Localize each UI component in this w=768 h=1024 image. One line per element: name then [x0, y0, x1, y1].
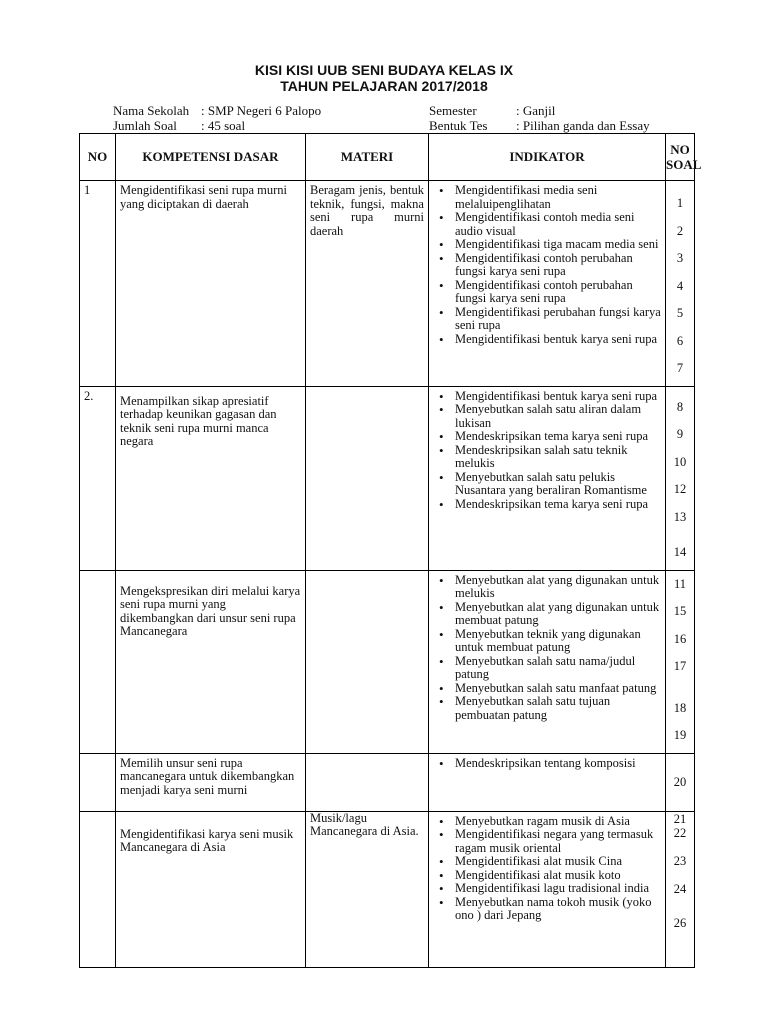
indikator-item: • Menyebutkan salah satu tujuan pembuatan patung	[455, 695, 661, 722]
header-no: NO	[80, 134, 116, 181]
jumlah-soal-value: : 45 soal	[201, 118, 246, 133]
soal-number: 10	[673, 454, 687, 469]
soal-number: 22	[673, 825, 687, 840]
soal-number: 14	[673, 545, 687, 559]
row-no	[80, 570, 116, 753]
header-no-soal-line2: SOAL	[666, 157, 702, 172]
semester-label: Semester	[429, 103, 477, 118]
soal-number: 12	[673, 482, 687, 496]
row-materi	[306, 570, 429, 753]
row-no-soal	[666, 181, 695, 387]
table-row	[80, 181, 695, 387]
row-no-soal	[666, 753, 695, 811]
row-no: 1	[80, 181, 116, 387]
row-materi	[306, 386, 429, 570]
document-title: KISI KISI UUB SENI BUDAYA KELAS IX	[254, 62, 514, 78]
soal-number: 17	[673, 659, 687, 673]
table-row	[80, 386, 695, 570]
document-subtitle: TAHUN PELAJARAN 2017/2018	[280, 78, 488, 94]
indikator-item: • Menyebutkan salah satu manfaat patung	[455, 682, 661, 696]
row-no	[80, 811, 116, 967]
row-indikator	[429, 386, 666, 570]
indikator-item: • Menyebutkan salah satu aliran dalam lukisan	[455, 403, 661, 430]
indikator-item: • Mengidentifikasi media seni melaluipenglihatan	[455, 184, 661, 211]
header-kompetensi-dasar: KOMPETENSI DASAR	[116, 134, 306, 181]
indikator-item: • Mengidentifikasi bentuk karya seni rupa	[455, 333, 661, 347]
header-no-soal-line1: NO	[670, 142, 690, 157]
indikator-item: • Mengidentifikasi contoh perubahan fungsi karya seni rupa	[455, 252, 661, 279]
soal-number: 20	[673, 774, 687, 789]
soal-number: 21	[673, 811, 687, 826]
indikator-item: • Mengidentifikasi contoh perubahan fungsi karya seni rupa	[455, 279, 661, 306]
table-row	[80, 811, 695, 967]
soal-number: 18	[673, 700, 687, 715]
table-row	[80, 570, 695, 753]
indikator-item: • Menyebutkan salah satu pelukis Nusantara yang beraliran Romantisme	[455, 471, 661, 498]
indikator-item: • Mengidentifikasi contoh media seni audio visual	[455, 211, 661, 238]
row-materi	[306, 753, 429, 811]
semester-value: : Ganjil	[516, 103, 556, 118]
soal-number: 6	[676, 333, 684, 348]
soal-number: 19	[673, 728, 687, 742]
bentuk-tes-value: : Pilihan ganda dan Essay	[516, 118, 650, 133]
soal-number: 7	[676, 361, 684, 375]
indikator-item: • Mengidentifikasi lagu tradisional india	[455, 882, 661, 896]
indikator-item: • Menyebutkan alat yang digunakan untuk melukis	[455, 574, 661, 601]
jumlah-soal-label: Jumlah Soal	[113, 118, 177, 133]
indikator-item: • Menyebutkan ragam musik di Asia	[455, 815, 661, 829]
nama-sekolah-label: Nama Sekolah	[113, 103, 190, 118]
indikator-item: • Mengidentifikasi bentuk karya seni rupa	[455, 390, 661, 404]
indikator-item: • Mendeskripsikan tema karya seni rupa	[455, 498, 661, 512]
indikator-item: • Menyebutkan salah satu nama/judul patung	[455, 655, 661, 682]
row-no	[80, 753, 116, 811]
indikator-item: • Mendeskripsikan tema karya seni rupa	[455, 430, 661, 444]
soal-number: 9	[676, 427, 684, 441]
soal-number: 8	[676, 399, 684, 414]
indikator-item: • Mengidentifikasi perubahan fungsi karya seni rupa	[455, 306, 661, 333]
table-header-row	[80, 134, 695, 181]
row-indikator	[429, 811, 666, 967]
row-kompetensi-dasar: Mengidentifikasi seni rupa murni yang diciptakan di daerah	[116, 181, 306, 387]
kisi-kisi-table	[79, 133, 702, 968]
row-indikator	[429, 570, 666, 753]
row-kompetensi-dasar: Mengekspresikan diri melalui karya seni rupa murni yang dikembangkan dari unsur seni rupa Mancanegara	[116, 570, 306, 753]
row-kompetensi-dasar: Mengidentifikasi karya seni musik Mancanegara di Asia	[116, 811, 306, 967]
soal-number: 26	[673, 915, 687, 930]
indikator-item: • Menyebutkan nama tokoh musik (yoko ono ) dari Jepang	[455, 896, 661, 923]
header-materi: MATERI	[306, 134, 429, 181]
row-no-soal	[666, 570, 695, 753]
header-no-soal	[666, 134, 702, 181]
soal-number: 1	[676, 196, 684, 210]
bentuk-tes-label: Bentuk Tes	[429, 118, 488, 133]
indikator-item: • Mendeskripsikan salah satu teknik melukis	[455, 444, 661, 471]
header-indikator: INDIKATOR	[429, 134, 666, 181]
soal-number: 5	[676, 306, 684, 320]
soal-number: 15	[673, 604, 687, 618]
soal-number: 23	[673, 853, 687, 868]
indikator-item: • Mendeskripsikan tentang komposisi	[455, 757, 661, 771]
indikator-item: • Mengidentifikasi tiga macam media seni	[455, 238, 661, 252]
soal-number: 11	[673, 576, 687, 591]
soal-number: 13	[673, 509, 687, 524]
row-materi: Beragam jenis, bentuk teknik, fungsi, makna seni rupa murni daerah	[306, 181, 429, 387]
indikator-item: • Mengidentifikasi negara yang termasuk ragam musik oriental	[455, 828, 661, 855]
nama-sekolah-value: : SMP Negeri 6 Palopo	[201, 103, 322, 118]
row-indikator	[429, 181, 666, 387]
soal-number: 24	[673, 881, 687, 896]
soal-number: 3	[676, 251, 684, 265]
soal-number: 4	[676, 278, 684, 293]
row-no: 2.	[80, 386, 116, 570]
table-row	[80, 753, 695, 811]
indikator-item: • Mengidentifikasi alat musik koto	[455, 869, 661, 883]
row-kompetensi-dasar: Memilih unsur seni rupa mancanegara untuk dikembangkan menjadi karya seni murni	[116, 753, 306, 811]
row-no-soal	[666, 386, 695, 570]
indikator-item: • Menyebutkan teknik yang digunakan untuk membuat patung	[455, 628, 661, 655]
row-materi: Musik/lagu Mancanegara di Asia.	[306, 811, 429, 967]
soal-number: 2	[676, 223, 684, 238]
row-no-soal	[666, 811, 695, 967]
indikator-item: • Menyebutkan alat yang digunakan untuk membuat patung	[455, 601, 661, 628]
row-indikator	[429, 753, 666, 811]
row-kompetensi-dasar: Menampilkan sikap apresiatif terhadap keunikan gagasan dan teknik seni rupa murni manca negara	[116, 386, 306, 570]
indikator-item: • Mengidentifikasi alat musik Cina	[455, 855, 661, 869]
soal-number: 16	[673, 631, 687, 646]
